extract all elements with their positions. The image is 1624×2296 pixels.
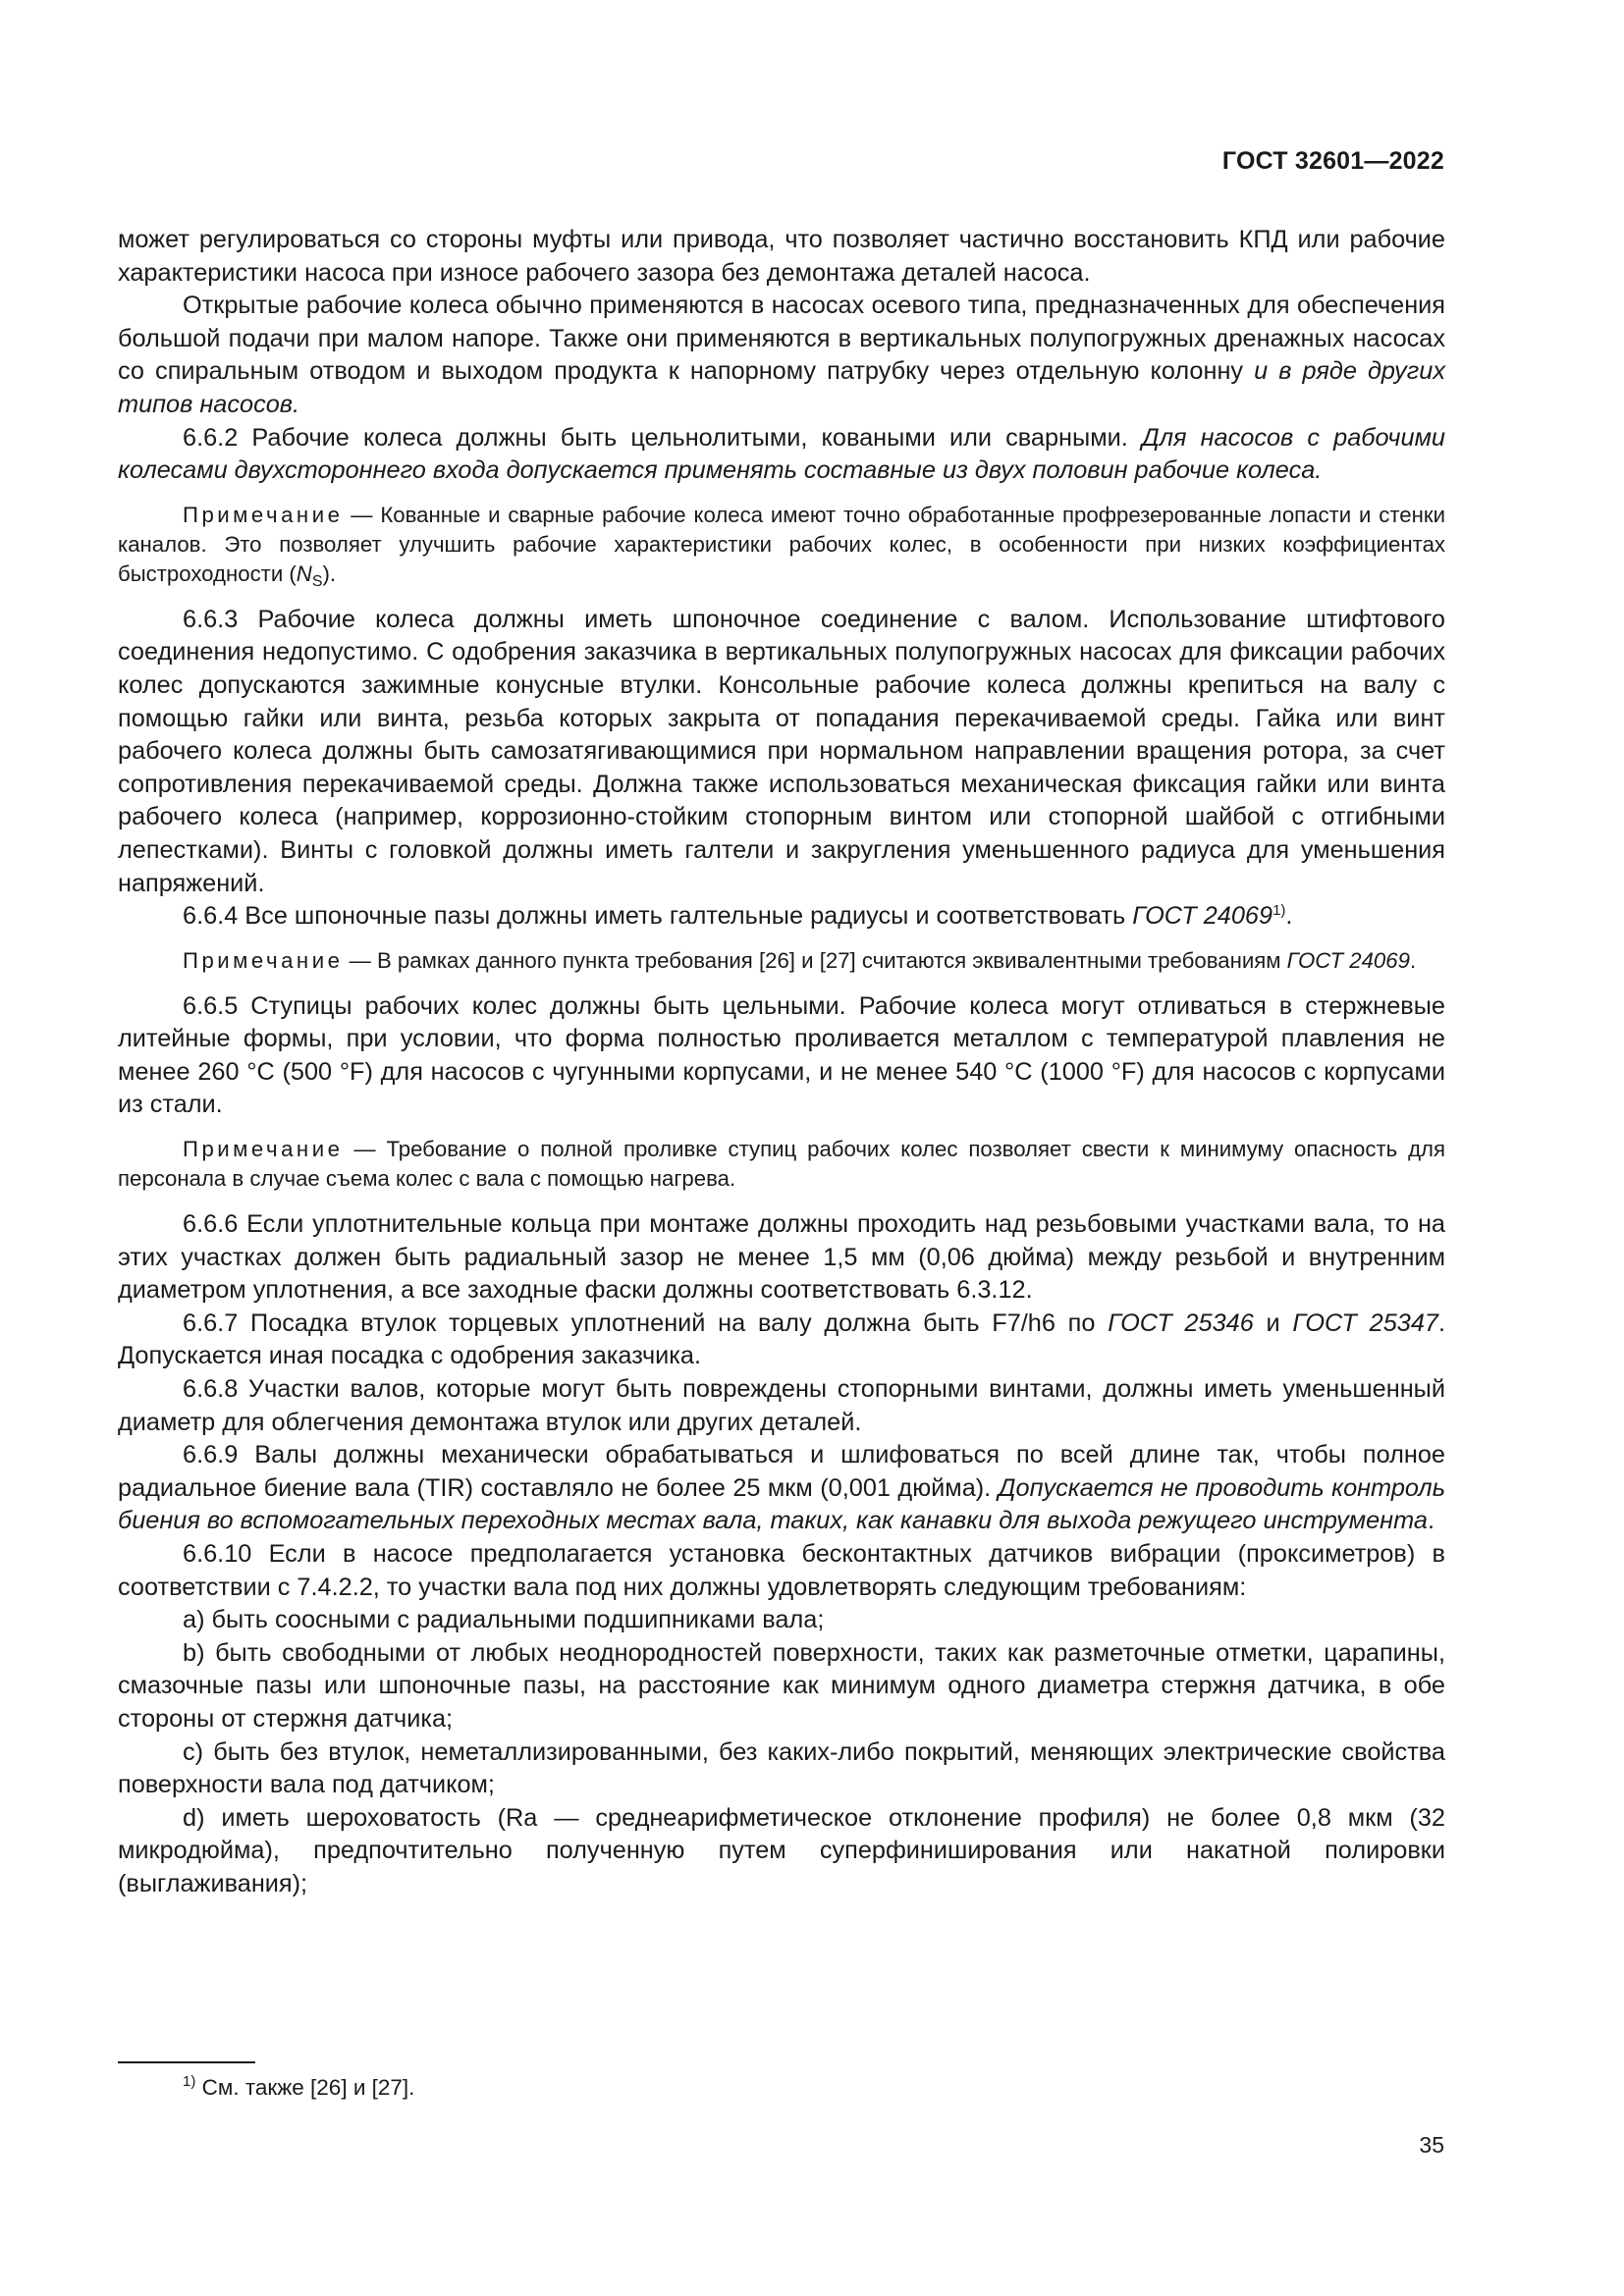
clause-6-6-4: 6.6.4 Все шпоночные пазы должны иметь галтельные радиусы и соответствовать ГОСТ 24069$^{1)}$. — [183, 902, 1293, 931]
clause-6-6-2: 6.6.2 Рабочие колеса должны быть цельнолитыми, коваными или сварными. Для насосов с рабочими колесами двухстороннего входа допускается применять составные из двух половин рабочие колеса. — [118, 423, 1446, 485]
clause-6-6-8: 6.6.8 Участки валов, которые могут быть повреждены стопорными винтами, должны иметь уменьшенный диаметр для облегчения демонтажа втулок или других деталей. — [118, 1375, 1445, 1436]
note-hub-casting: Примечание — Требование о полной проливке ступиц рабочих колес позволяет свести к минимуму опасность для персонала в случае съема колес с вала с помощью нагрева. — [118, 1137, 1445, 1192]
list-item: c) быть без втулок, неметаллизированными, без каких-либо покрытий, меняющих электрические свойства поверхности вала под датчиком; — [118, 1737, 1445, 1799]
footnote-divider — [118, 2061, 255, 2063]
page-number: 35 — [1419, 2132, 1444, 2158]
footnote-ref[interactable]: 1) — [1272, 902, 1286, 920]
clause-6-6-6: 6.6.6 Если уплотнительные кольца при монтаже должны проходить над резьбовыми участками вала, то на этих участках должен быть радиальный зазор не менее 1,5 мм (0,06 дюйма) между резьбой и внутренним диаметром уплотнения, а все заходные фаски должны соответствовать 6.3.12. — [118, 1210, 1445, 1305]
note-keyway-equivalence: Примечание — В рамках данного пункта требования [26] и [27] считаются эквивалентными требованиям ГОСТ 24069. — [183, 947, 1417, 973]
clause-6-6-10: 6.6.10 Если в насосе предполагается установка бесконтактных датчиков вибрации (проксиметров) в соответствии с 7.4.2.2, то участки вала под них должны удовлетворять следующим требованиям: — [118, 1540, 1445, 1601]
list-item: b) быть свободными от любых неоднородностей поверхности, таких как разметочные отметки, царапины, смазочные пазы или шпоночные пазы, на расстояние как минимум одного диаметра стержня датчика, в обе стороны от стержня датчика; — [118, 1638, 1445, 1733]
list-item: d) иметь шероховатость (Ra — среднеарифметическое отклонение профиля) не более 0,8 мкм (32 микродюйма), предпочтительно полученную путем суперфиниширования или накатной полировки (выглаживания); — [118, 1803, 1445, 1897]
note-label: Примечание — [183, 947, 344, 973]
clause-6-6-7: 6.6.7 Посадка втулок торцевых уплотнений на валу должна быть F7/h6 по ГОСТ 25346 и ГОСТ 25347. Допускается иная посадка с одобрения заказчика. — [118, 1308, 1446, 1370]
document-body — [118, 224, 1445, 1901]
note-label: Примечание — [183, 1137, 344, 1162]
clause-6-6-5: 6.6.5 Ступицы рабочих колес должны быть цельными. Рабочие колеса могут отливаться в стержневые литейные формы, при условии, что форма полностью проливается металлом с температурой плавления не менее 260 °С (500 °F) для насосов с чугунными корпусами, и не менее 540 °С (1000 °F) для насосов с корпусами из стали. — [118, 991, 1445, 1119]
list-item: a) быть соосными с радиальными подшипниками вала; — [183, 1606, 825, 1634]
paragraph-open-impellers: Открытые рабочие колеса обычно применяются в насосах осевого типа, предназначенных для обеспечения большой подачи при малом напоре. Также они применяются в вертикальных полупогружных дренажных насосах со спиральным отводом и выходом продукта к напорному патрубку через отдельную колонну и в ряде других типов насосов. — [118, 292, 1446, 418]
note-forged-impellers: Примечание — Кованные и сварные рабочие колеса имеют точно обработанные профрезерованные лопасти и стенки каналов. Это позволяет улучшить рабочие характеристики рабочих колес, в особенности при низких коэффициентах быстроходности $(N_S)$. — [118, 502, 1445, 590]
paragraph-continuation: может регулироваться со стороны муфты или привода, что позволяет частично восстановить КПД или рабочие характеристики насоса при износе рабочего зазора без демонтажа деталей насоса. — [118, 226, 1445, 287]
footnote: $^{1)}$ См. также [26] и [27]. — [183, 2073, 415, 2100]
clause-6-6-9: 6.6.9 Валы должны механически обрабатываться и шлифоваться по всей длине так, чтобы полное радиальное биение вала (TIR) составляло не более 25 мкм (0,001 дюйма). Допускается не проводить контроль биения во вспомогательных переходных местах вала, таких, как канавки для выхода режущего инструмента. — [118, 1441, 1445, 1535]
clause-6-6-3: 6.6.3 Рабочие колеса должны иметь шпоночное соединение с валом. Использование штифтового соединения недопустимо. С одобрения заказчика в вертикальных полупогружных насосах для фиксации рабочих колес допускаются зажимные конусные втулки. Консольные рабочие колеса должны крепиться на валу с помощью гайки или винта, резьба которых закрыта от попадания перекачиваемой среды. Гайка или винт рабочего колеса должны быть самозатягивающимися при нормальном направлении вращения ротора, за счет сопротивления перекачиваемой среды. Должна также использоваться механическая фиксация гайки или винта рабочего колеса (например, коррозионно-стойким стопорным винтом или стопорной шайбой с отгибными лепестками). Винты с головкой должны иметь галтели и закругления уменьшенного радиуса для уменьшения напряжений. — [118, 605, 1445, 897]
note-label: Примечание — [183, 502, 344, 527]
document-header: ГОСТ 32601—2022 — [1221, 147, 1444, 175]
